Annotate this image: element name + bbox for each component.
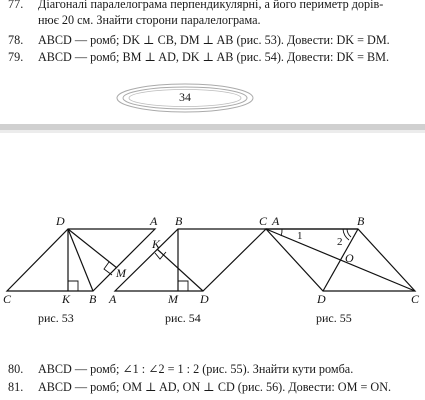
label-c: C	[411, 292, 420, 306]
label-a: A	[150, 214, 158, 228]
problem-number: 77.	[8, 0, 24, 11]
caption-fig-53: рис. 53	[38, 311, 74, 325]
altitude-dk	[157, 249, 203, 291]
label-angle-1: 1	[297, 230, 303, 242]
right-angle-mark-k	[68, 281, 78, 291]
problem-number: 80.	[8, 362, 24, 376]
figure-53	[7, 229, 155, 291]
label-m: M	[168, 292, 178, 306]
angle-mark-2b	[343, 229, 349, 240]
right-angle-mark-m	[178, 281, 188, 291]
caption-fig-55: рис. 55	[316, 311, 352, 325]
problem-text: ABCD — ромб; BM ⊥ AD, DK ⊥ AB (рис. 54). Довести: DK = BM.	[38, 50, 390, 64]
figure-54	[115, 229, 266, 291]
problem-text-line2: нює 20 см. Знайти сторони паралелограма.	[38, 13, 261, 27]
top-page-section	[0, 0, 425, 130]
angle-mark-2a	[347, 229, 351, 237]
label-m: M	[116, 266, 126, 280]
label-d: D	[200, 292, 209, 306]
problem-text: ABCD — ромб; ∠1 : ∠2 = 1 : 2 (рис. 55). Знайти кути ромба.	[38, 362, 354, 376]
problem-text-line1: Діагоналі паралелограма перпендикулярні, а його периметр дорів-	[38, 0, 384, 11]
label-b: B	[89, 292, 97, 306]
figures-row	[0, 205, 425, 335]
rhombus-abcd	[115, 229, 266, 291]
label-k: K	[62, 292, 71, 306]
problem-text: ABCD — ромб; DK ⊥ CB, DM ⊥ AB (рис. 53). Довести: DK = DM.	[38, 33, 390, 47]
label-b: B	[357, 214, 365, 228]
label-o: O	[345, 251, 354, 265]
page-number: 34	[179, 90, 191, 104]
angle-mark-1	[281, 229, 282, 236]
problem-number: 78.	[8, 33, 24, 47]
caption-fig-54: рис. 54	[165, 311, 201, 325]
label-a: A	[109, 292, 117, 306]
label-d: D	[56, 214, 65, 228]
label-c: C	[259, 214, 268, 228]
problem-text: ABCD — ромб; OM ⊥ AD, ON ⊥ CD (рис. 56). Довести: OM = ON.	[38, 380, 392, 394]
label-a: A	[272, 214, 280, 228]
label-k: K	[152, 237, 161, 251]
problem-number: 79.	[8, 50, 24, 64]
label-c: C	[3, 292, 12, 306]
label-b: B	[175, 214, 183, 228]
label-angle-2: 2	[337, 236, 343, 248]
label-d: D	[317, 292, 326, 306]
page-divider-shadow	[0, 130, 425, 133]
problem-number: 81.	[8, 380, 24, 394]
